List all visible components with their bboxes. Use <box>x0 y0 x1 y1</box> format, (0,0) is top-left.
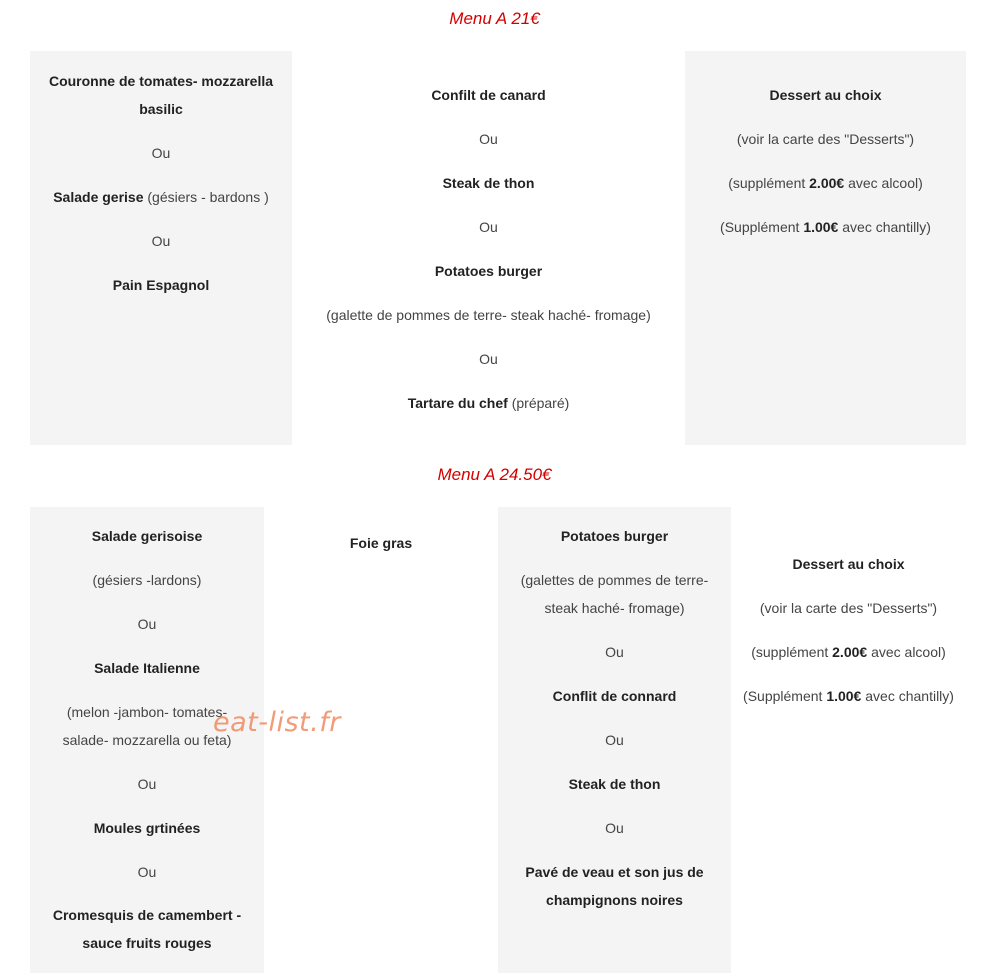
menu-item-name: Moules grtinées <box>93 820 201 836</box>
menu-item-desc: (gésiers - bardons ) <box>143 189 269 205</box>
menu-item-name: sauce fruits rouges <box>82 935 212 951</box>
menu-item-name: Tartare du chef <box>407 395 508 411</box>
supplement-text: (supplément <box>728 175 810 191</box>
menu-item-desc: (préparé) <box>507 395 570 411</box>
menu-b-mains-column <box>498 507 731 973</box>
supplement-price: 2.00€ <box>809 175 845 191</box>
menu-b-desserts-column <box>731 507 966 973</box>
supplement-price: 2.00€ <box>832 644 868 660</box>
menu-item-name: Steak de thon <box>442 175 535 191</box>
or-separator: Ou <box>137 616 157 632</box>
dessert-supplement-chantilly <box>685 217 966 237</box>
menu-item-name: Potatoes burger <box>560 528 669 544</box>
menu-a-desserts-column <box>685 51 966 445</box>
menu-a-title: Menu A 21€ <box>449 9 540 28</box>
menu-item-desc: steak haché- fromage) <box>544 600 685 616</box>
dessert-supplement-chantilly <box>731 686 966 706</box>
menu-item-name: Pain Espagnol <box>112 277 210 293</box>
dessert-title: Dessert au choix <box>792 556 905 572</box>
menu-item-name: Salade gerisoise <box>91 528 203 544</box>
supplement-text: (Supplément <box>743 688 827 704</box>
menu-item-name: champignons noires <box>546 892 683 908</box>
menu-item-name: Salade Italienne <box>94 660 200 676</box>
or-separator: Ou <box>137 776 157 792</box>
menu-item-name: Potatoes burger <box>434 263 543 279</box>
supplement-text: avec alcool) <box>867 644 946 660</box>
menu-item-name: Confilt de canard <box>431 87 546 103</box>
menu-item-desc: (melon -jambon- tomates- <box>66 704 228 720</box>
supplement-text: avec chantilly) <box>861 688 954 704</box>
watermark: eat-list.fr <box>213 707 341 738</box>
supplement-text: (supplément <box>751 644 833 660</box>
menu-item-name: Foie gras <box>349 535 413 551</box>
supplement-price: 1.00€ <box>803 219 839 235</box>
dessert-supplement-alcohol <box>731 642 966 662</box>
supplement-text: avec alcool) <box>844 175 923 191</box>
menu-b-extra-column <box>264 507 498 973</box>
menu-b-title: Menu A 24.50€ <box>437 465 552 484</box>
menu-item-desc: (gésiers -lardons) <box>92 572 202 588</box>
menu-item-name: Steak de thon <box>568 776 661 792</box>
menu-item-name: Couronne de tomates- mozzarella <box>48 73 274 89</box>
or-separator: Ou <box>479 131 498 147</box>
dessert-note: (voir la carte des "Desserts") <box>759 600 938 616</box>
or-separator: Ou <box>137 864 157 880</box>
menu-item-name: Cromesquis de camembert - <box>52 907 242 923</box>
dessert-supplement-alcohol <box>685 173 966 193</box>
menu-b-starters-column <box>30 507 264 973</box>
supplement-text: (Supplément <box>720 219 804 235</box>
dessert-title: Dessert au choix <box>769 87 882 103</box>
supplement-text: avec chantilly) <box>838 219 931 235</box>
menu-item <box>292 393 685 413</box>
or-separator: Ou <box>479 219 498 235</box>
menu-item-name: basilic <box>139 101 183 117</box>
or-separator: Ou <box>605 732 624 748</box>
menu-a-mains-column <box>292 51 685 445</box>
menu-item-name: Conflit de connard <box>552 688 677 704</box>
menu-item-name: Pavé de veau et son jus de <box>525 864 704 880</box>
supplement-price: 1.00€ <box>826 688 862 704</box>
or-separator: Ou <box>479 351 498 367</box>
menu-item-desc: salade- mozzarella ou feta) <box>62 732 232 748</box>
or-separator: Ou <box>605 644 624 660</box>
dessert-note: (voir la carte des "Desserts") <box>736 131 915 147</box>
menu-item <box>30 187 292 207</box>
menu-item-name: Salade gerise <box>53 189 144 205</box>
menu-a-starters-column <box>30 51 292 445</box>
or-separator: Ou <box>605 820 624 836</box>
menu-item-desc: (galette de pommes de terre- steak haché- fromage) <box>326 307 651 323</box>
or-separator: Ou <box>151 233 171 249</box>
or-separator: Ou <box>151 145 171 161</box>
menu-item-desc: (galettes de pommes de terre- <box>520 572 709 588</box>
